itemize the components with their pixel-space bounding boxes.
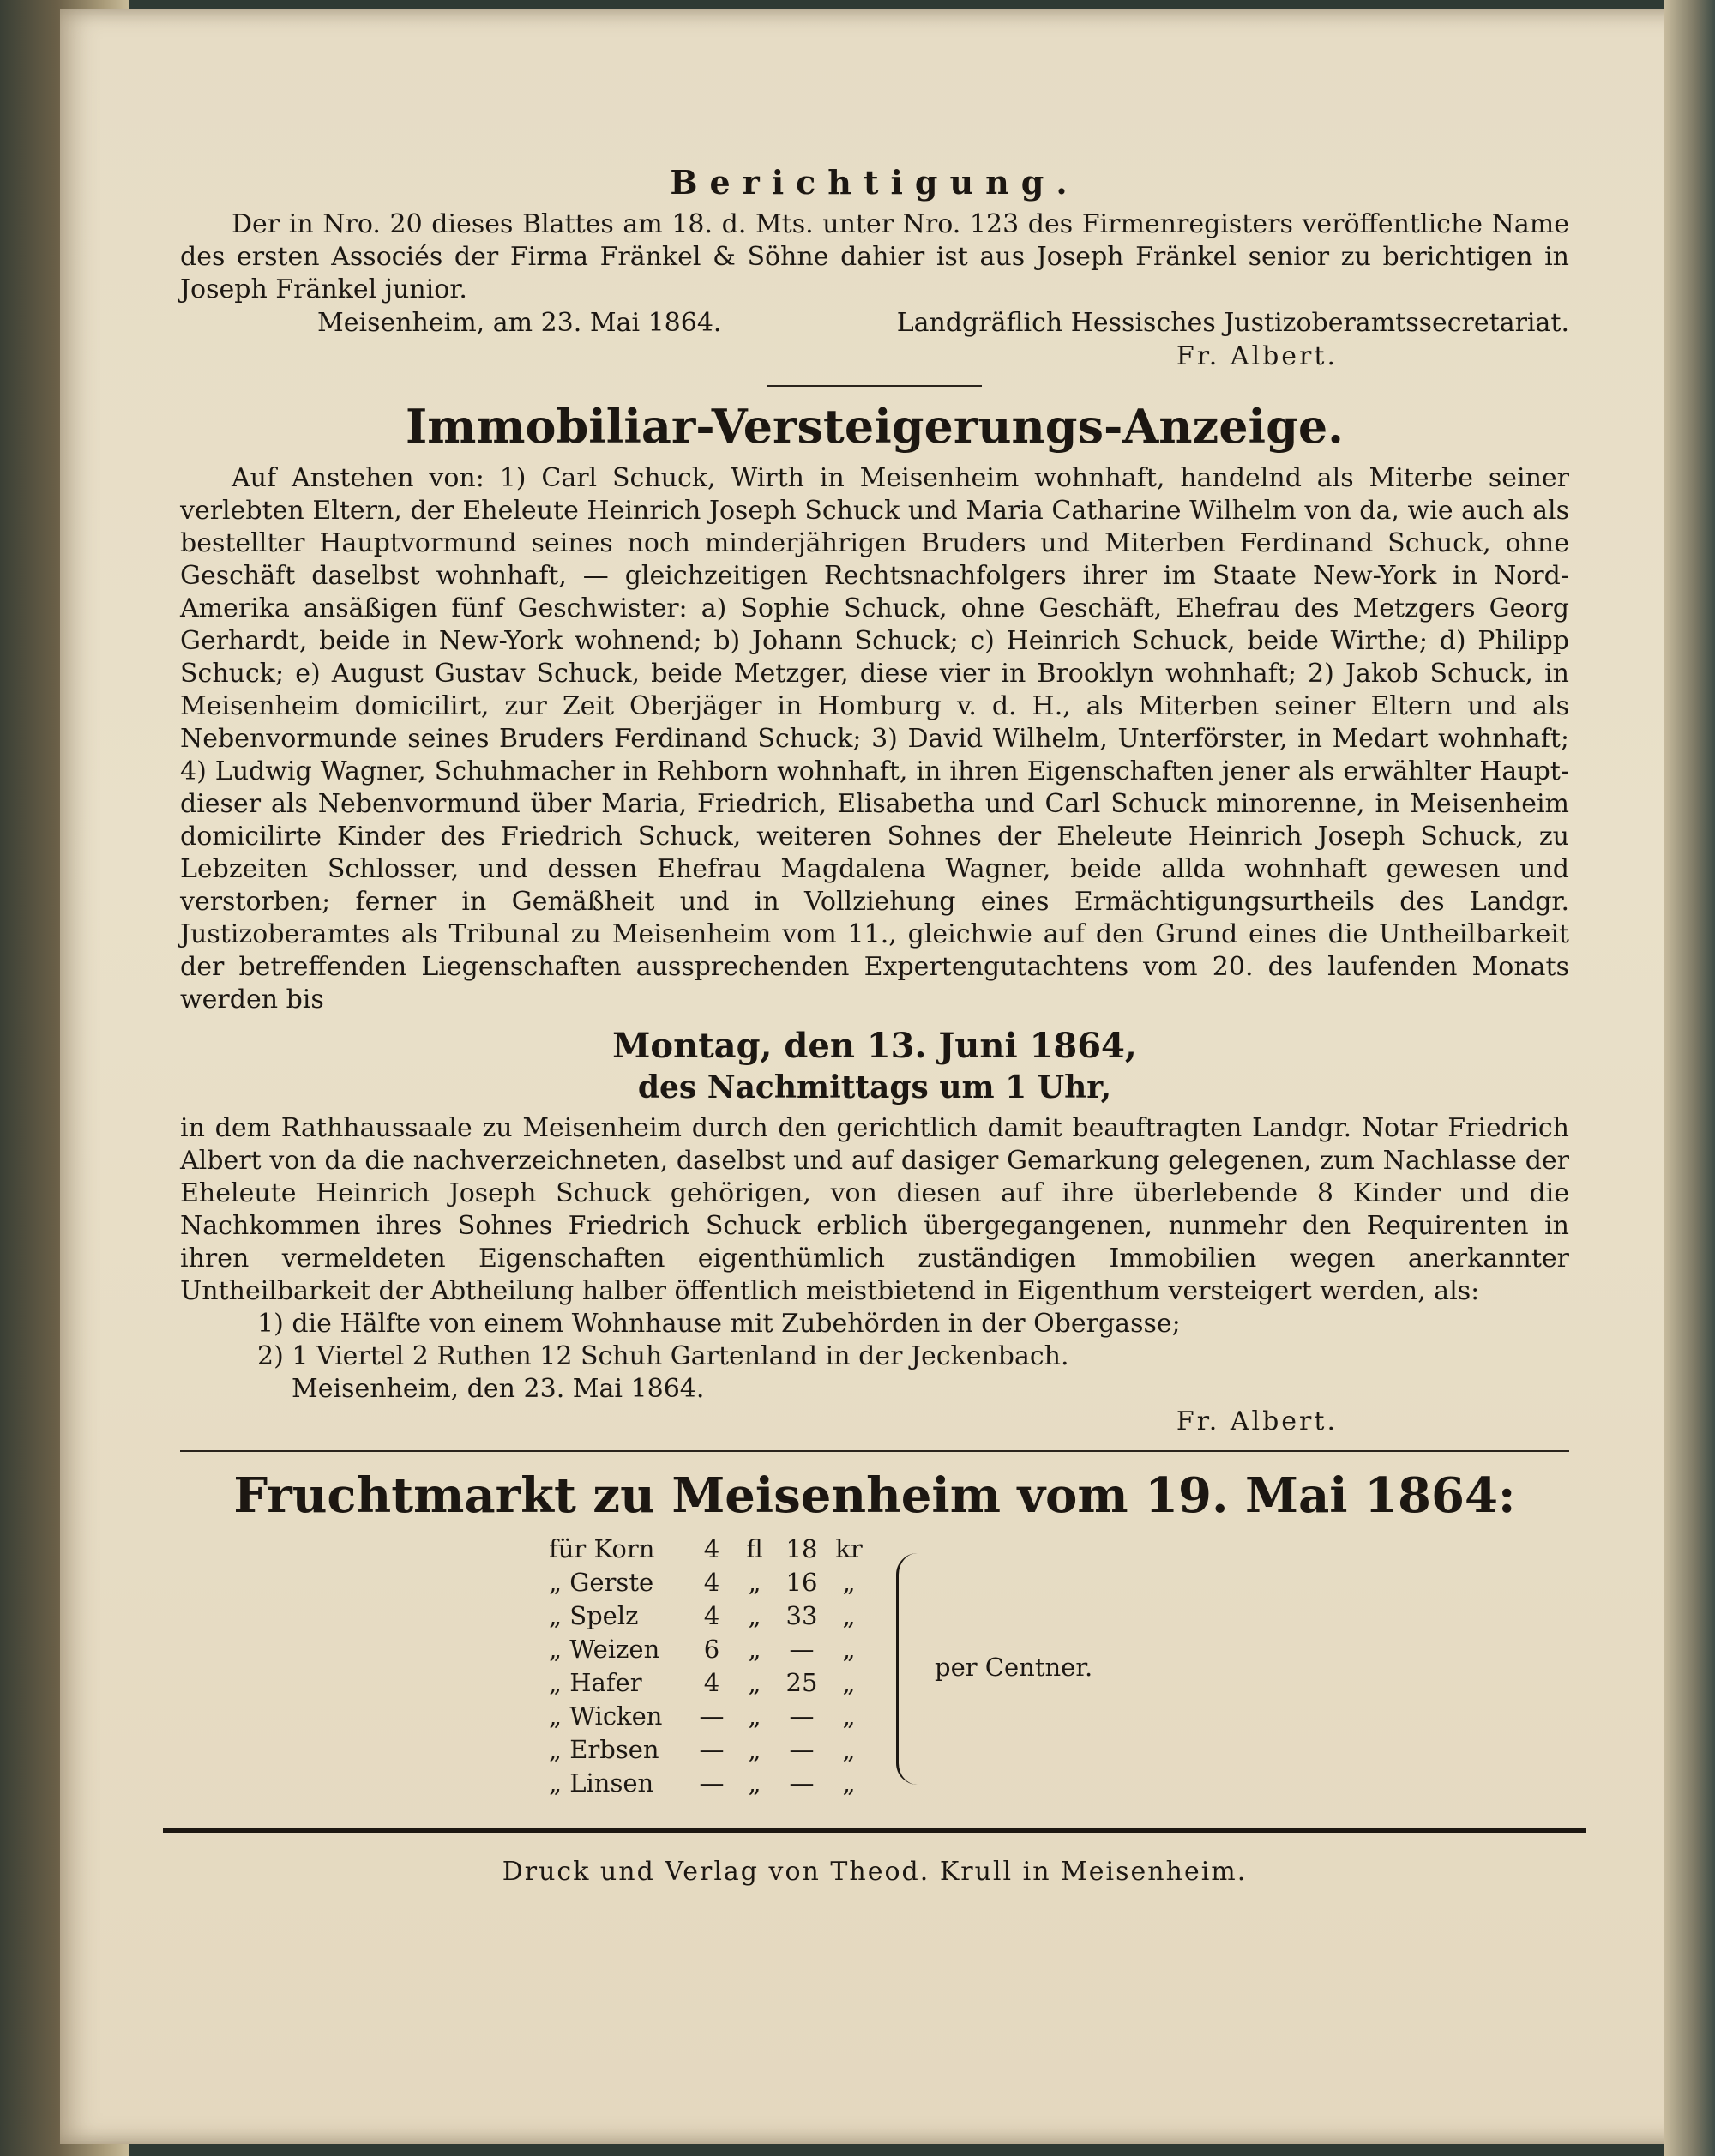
market-unit-note: per Centner. [935, 1653, 1093, 1682]
market-row-gulden-unit: „ [748, 1635, 761, 1664]
market-row-kreuzer-unit: „ [842, 1701, 856, 1731]
market-row-gulden-unit: fl [746, 1534, 763, 1563]
market-row [549, 1534, 866, 1563]
market-row-kreuzer-unit: „ [842, 1668, 856, 1697]
imprint-footer: Druck und Verlag von Theod. Krull in Meisenheim. [502, 1857, 1248, 1887]
divider-short [767, 385, 982, 387]
berichtigung-title: Berichtigung. [670, 163, 1080, 202]
market-row [549, 1635, 866, 1664]
auction-signature: Fr. Albert. [1176, 1406, 1338, 1436]
market-row-label: „ Erbsen [549, 1735, 659, 1764]
berichtigung-footer-row [180, 306, 1569, 340]
auction-time: des Nachmittags um 1 Uhr, [637, 1069, 1112, 1105]
auction-place-date: Meisenheim, den 23. Mai 1864. [292, 1374, 705, 1404]
market-row-kreuzer: 18 [785, 1534, 818, 1563]
auction-body: Auf Anstehen von: 1) Carl Schuck, Wirth in Meisenheim wohnhaft, handelnd als Miterbe seiner verlebten Eltern, der Eheleute Heinrich Joseph Schuck und Maria Catharine Wilhelm von da, wie auch als bestellter Hauptvormund seines noch minderjährigen Bruders und Miterben Ferdinand Schuck, ohne Geschäft daselbst wohnhaft, — gleichzeitigen Rechtsnachfolgers ihrer im Staate New-York in Nord-Amerika ansäßigen fünf Geschwister: a) Sophie Schuck, ohne Geschäft, Ehefrau des Metzgers Georg Gerhardt, beide in New-York wohnend; b) Johann Schuck; c) Heinrich Schuck, beide Wirthe; d) Philipp Schuck; e) August Gustav Schuck, beide Metzger, diese vier in Brooklyn wohnhaft; 2) Jakob Schuck, in Meisenheim domicilirt, zur Zeit Oberjäger in Homburg v. d. H., als Miterben seiner Eltern und als Nebenvormunde seines Bruders Ferdinand Schuck; 3) David Wilhelm, Unterförster, in Medart wohnhaft; 4) Ludwig Wagner, Schuhmacher in Rehborn wohnhaft, in ihren Eigenschaften jener als erwählter Haupt- dieser als Nebenvormund über Maria, Friedrich, Elisabetha und Carl Schuck minorenne, in Meisenheim domicilirte Kinder des Friedrich Schuck, weiteren Sohnes der Eheleute Heinrich Joseph Schuck, zu Lebzeiten Schlosser, und dessen Ehefrau Magdalena Wagner, beide allda wohnhaft gewesen und verstorben; ferner in Gemäßheit und in Vollziehung eines Ermächtigungsurtheils des Landgr. Justizoberamtes als Tribunal zu Meisenheim vom 11., gleichwie auf den Grund eines die Untheilbarkeit der betreffenden Liegenschaften aussprechenden Expertengutachtens vom 20. des laufenden Monats werden bis [180, 463, 1569, 1015]
market-row-label: „ Gerste [549, 1568, 654, 1597]
market-row-gulden-unit: „ [748, 1668, 761, 1697]
market-row-gulden: 4 [703, 1534, 720, 1563]
market-row-gulden: 4 [703, 1601, 720, 1630]
market-row-gulden-unit: „ [748, 1735, 761, 1764]
auction-body-2: in dem Rathhaussaale zu Meisenheim durch den gerichtlich damit beauftragten Landgr. Notar Friedrich Albert von da die nachverzeichneten, daselbst und auf dasiger Gemarkung gelegenen, zum Nachlasse der Eheleute Heinrich Joseph Schuck gehörigen, von diesen auf ihre überlebende 8 Kinder und die Nachkommen ihres Sohnes Friedrich Schuck erblich übergegangenen, nunmehr den Requirenten in ihren vermeldeten Eigenschaften eigenthümlich zuständigen Immobilien wegen anerkannter Untheilbarkeit der Abtheilung halber öffentlich meistbietend in Eigenthum versteigert werden, als: [180, 1113, 1569, 1306]
market-row [549, 1601, 866, 1630]
divider-heavy [163, 1828, 1586, 1833]
market-row-kreuzer: — [789, 1701, 815, 1731]
berichtigung-signature: Fr. Albert. [1176, 341, 1338, 371]
market-row-gulden: — [699, 1768, 725, 1798]
berichtigung-place-date: Meisenheim, am 23. Mai 1864. [317, 308, 722, 338]
market-row-kreuzer: 25 [785, 1668, 818, 1697]
market-row-label: „ Spelz [549, 1601, 639, 1630]
market-row-gulden-unit: „ [748, 1601, 761, 1630]
market-row-label: „ Weizen [549, 1635, 660, 1664]
auction-date: Montag, den 13. Juni 1864, [612, 1026, 1137, 1066]
market-row-label: für Korn [549, 1534, 655, 1563]
market-row-label: „ Linsen [549, 1768, 654, 1798]
market-row [549, 1668, 866, 1697]
market-row-kreuzer-unit: „ [842, 1768, 856, 1798]
market-row-gulden: 4 [703, 1668, 720, 1697]
market-row-kreuzer: 16 [785, 1568, 818, 1597]
market-title: Fruchtmarkt zu Meisenheim vom 19. Mai 1864: [233, 1467, 1516, 1524]
market-row [549, 1701, 866, 1731]
divider-long [180, 1450, 1569, 1452]
page-edge [1664, 0, 1715, 2156]
market-brace [896, 1553, 918, 1785]
market-row-kreuzer-unit: „ [842, 1568, 856, 1597]
market-row-gulden: 6 [703, 1635, 720, 1664]
market-row-kreuzer-unit: „ [842, 1735, 856, 1764]
market-row-gulden: 4 [703, 1568, 720, 1597]
market-row-gulden-unit: „ [748, 1568, 761, 1597]
market-row-kreuzer-unit: „ [842, 1635, 856, 1664]
auction-item-2: 2) 1 Viertel 2 Ruthen 12 Schuh Gartenland in der Jeckenbach. [257, 1341, 1069, 1371]
berichtigung-body: Der in Nro. 20 dieses Blattes am 18. d. Mts. unter Nro. 123 des Firmenregisters veröffentliche Name des ersten Associés der Firma Fränkel & Söhne dahier ist aus Joseph Fränkel senior zu berichtigen in Joseph Fränkel junior. [180, 209, 1569, 304]
market-row-kreuzer: — [789, 1635, 815, 1664]
market-row-label: „ Hafer [549, 1668, 642, 1697]
market-row-label: „ Wicken [549, 1701, 663, 1731]
page-content [180, 163, 1569, 1887]
market-row-kreuzer-unit: kr [835, 1534, 863, 1563]
market-row-gulden-unit: „ [748, 1768, 761, 1798]
market-row-kreuzer-unit: „ [842, 1601, 856, 1630]
auction-title: Immobiliar-Versteigerungs-Anzeige. [405, 399, 1344, 454]
market-row-gulden-unit: „ [748, 1701, 761, 1731]
market-row-kreuzer: 33 [785, 1601, 818, 1630]
market-row [549, 1768, 866, 1798]
berichtigung-authority: Landgräflich Hessisches Justizoberamtssecretariat. [896, 308, 1569, 338]
market-row-gulden: — [699, 1701, 725, 1731]
market-row [549, 1568, 866, 1597]
auction-item-1: 1) die Hälfte von einem Wohnhause mit Zubehörden in der Obergasse; [257, 1309, 1181, 1339]
market-row-gulden: — [699, 1735, 725, 1764]
market-row-kreuzer: — [789, 1768, 815, 1798]
market-price-table [180, 1534, 1569, 1809]
market-row [549, 1735, 866, 1764]
market-row-kreuzer: — [789, 1735, 815, 1764]
